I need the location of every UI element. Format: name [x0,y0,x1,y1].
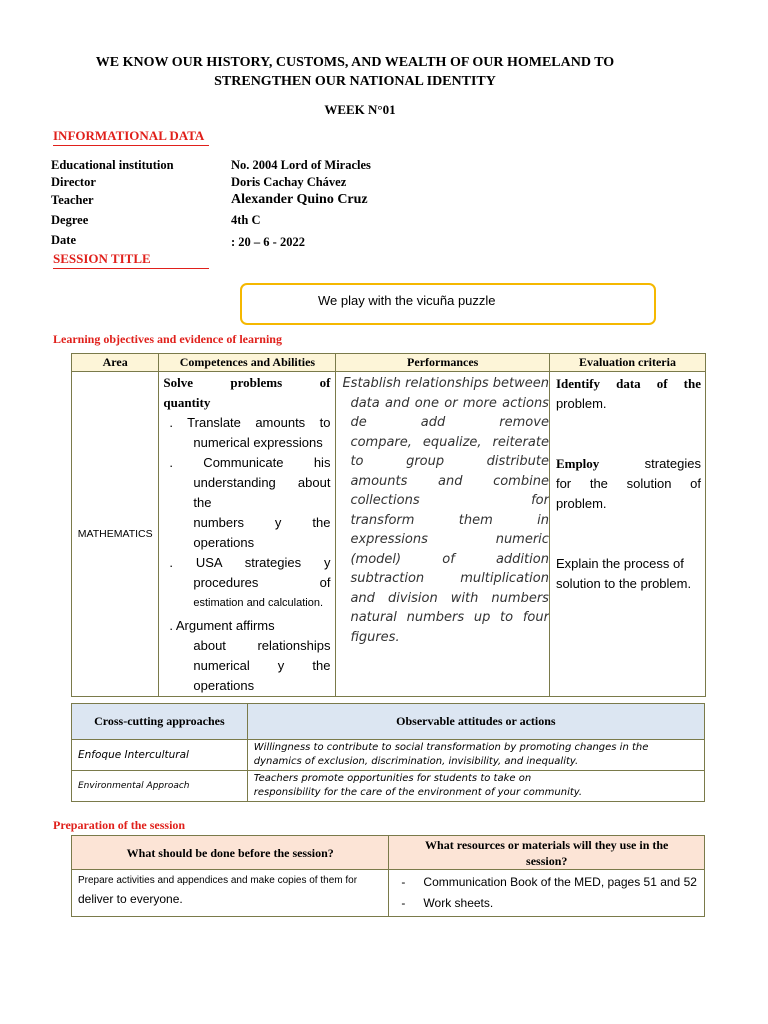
area-cell: MATHEMATICS [72,372,159,697]
table-header-row [72,836,705,870]
performance-line: natural numbers up to four [350,610,549,625]
criterion-identify-cont: problem. [555,396,607,411]
performance-line: expressions numeric [350,532,549,547]
document-title-line-1: WE KNOW OUR HISTORY, CUSTOMS, AND WEALTH OF OUR HOMELAND TO [95,55,615,70]
column-header-area: Area [72,354,159,372]
cross-cutting-table [71,703,705,802]
performance-line: subtraction multiplication [350,571,549,586]
actions-cell: Willingness to contribute to social transformation by promoting changes in the dynamics of exclusion, discrimination, invisibility, and inequality. [247,740,704,771]
preparation-table [71,835,705,917]
performance-line: Establish relationships between [342,376,549,391]
learning-objectives-heading: Learning objectives and evidence of learning [53,332,282,346]
resources-cell [389,870,705,917]
performance-line: compare, equalize, reiterate [350,434,549,450]
table-row [72,372,706,697]
preparation-heading: Preparation of the session [53,818,186,832]
table-row [72,771,705,802]
informational-data-heading: INFORMATIONAL DATA [53,128,209,146]
performance-line: transform them in [350,512,549,528]
approach-cell: Enfoque Intercultural [72,740,248,771]
column-header-performances: Performances [336,354,550,372]
competences-cell [159,372,336,697]
criterion-employ-cont: problem. [555,496,607,511]
competence-title-cont: quantity [163,395,211,410]
column-header-approaches: Cross-cutting approaches [72,704,248,740]
criterion-explain: Explain the process of [555,556,684,571]
approach-cell: Environmental Approach [72,771,248,802]
actions-cell: Teachers promote opportunities for students to take on responsibility for the care of the environment of your community. [247,771,704,802]
performance-line: data and one or more actions [350,395,549,411]
performances-cell [336,372,550,697]
competence-title: Solve problems of [163,375,331,390]
criterion-employ-cont: for the solution of [555,476,701,491]
ability-item: . Translate amounts to numerical expressions [169,415,331,450]
performance-line: and division with numbers [350,590,549,606]
learning-objectives-table [71,353,706,697]
criterion-explain-cont: solution to the problem. [555,576,692,591]
performance-line: collections for [350,493,549,508]
evaluation-cell [549,372,705,697]
ability-item: . Argument affirms about relationships numerical y the operations [169,618,331,693]
performance-line: amounts and combine [350,473,549,489]
ability-item: . USA strategies y procedures of estimation and calculation. [169,555,331,609]
performance-line: de add remove [350,415,549,430]
column-header-evaluation: Evaluation criteria [549,354,705,372]
before-session-cell: Prepare activities and appendices and make copies of them for deliver to everyone. [72,870,389,917]
session-title-text: We play with the vicuña puzzle [318,293,496,308]
week-label: WEEK N°01 [324,102,396,117]
performance-line: figures. [350,629,400,645]
criterion-identify: Identify data of the [555,376,701,391]
session-title-box [240,283,656,325]
session-title-heading: SESSION TITLE [53,251,209,269]
table-row [72,870,705,917]
performance-line: (model) of addition [350,551,549,567]
column-header-resources: What resources or materials will they use in the session? [389,836,705,870]
table-row [72,740,705,771]
table-header-row [72,704,705,740]
ability-item: . Communicate his understanding about the numbers y the operations [169,455,331,550]
performance-line: to group distribute [350,454,549,469]
column-header-attitudes: Observable attitudes or actions [247,704,704,740]
list-item: - Work sheets. [395,893,698,914]
criterion-employ: Employ strategies [555,456,701,471]
list-item: - Communication Book of the MED, pages 51 and 52 [395,872,698,893]
column-header-competences: Competences and Abilities [159,354,336,372]
document-title-line-2: STRENGTHEN OUR NATIONAL IDENTITY [214,74,496,89]
column-header-before-session: What should be done before the session? [72,836,389,870]
table-header-row [72,354,706,372]
